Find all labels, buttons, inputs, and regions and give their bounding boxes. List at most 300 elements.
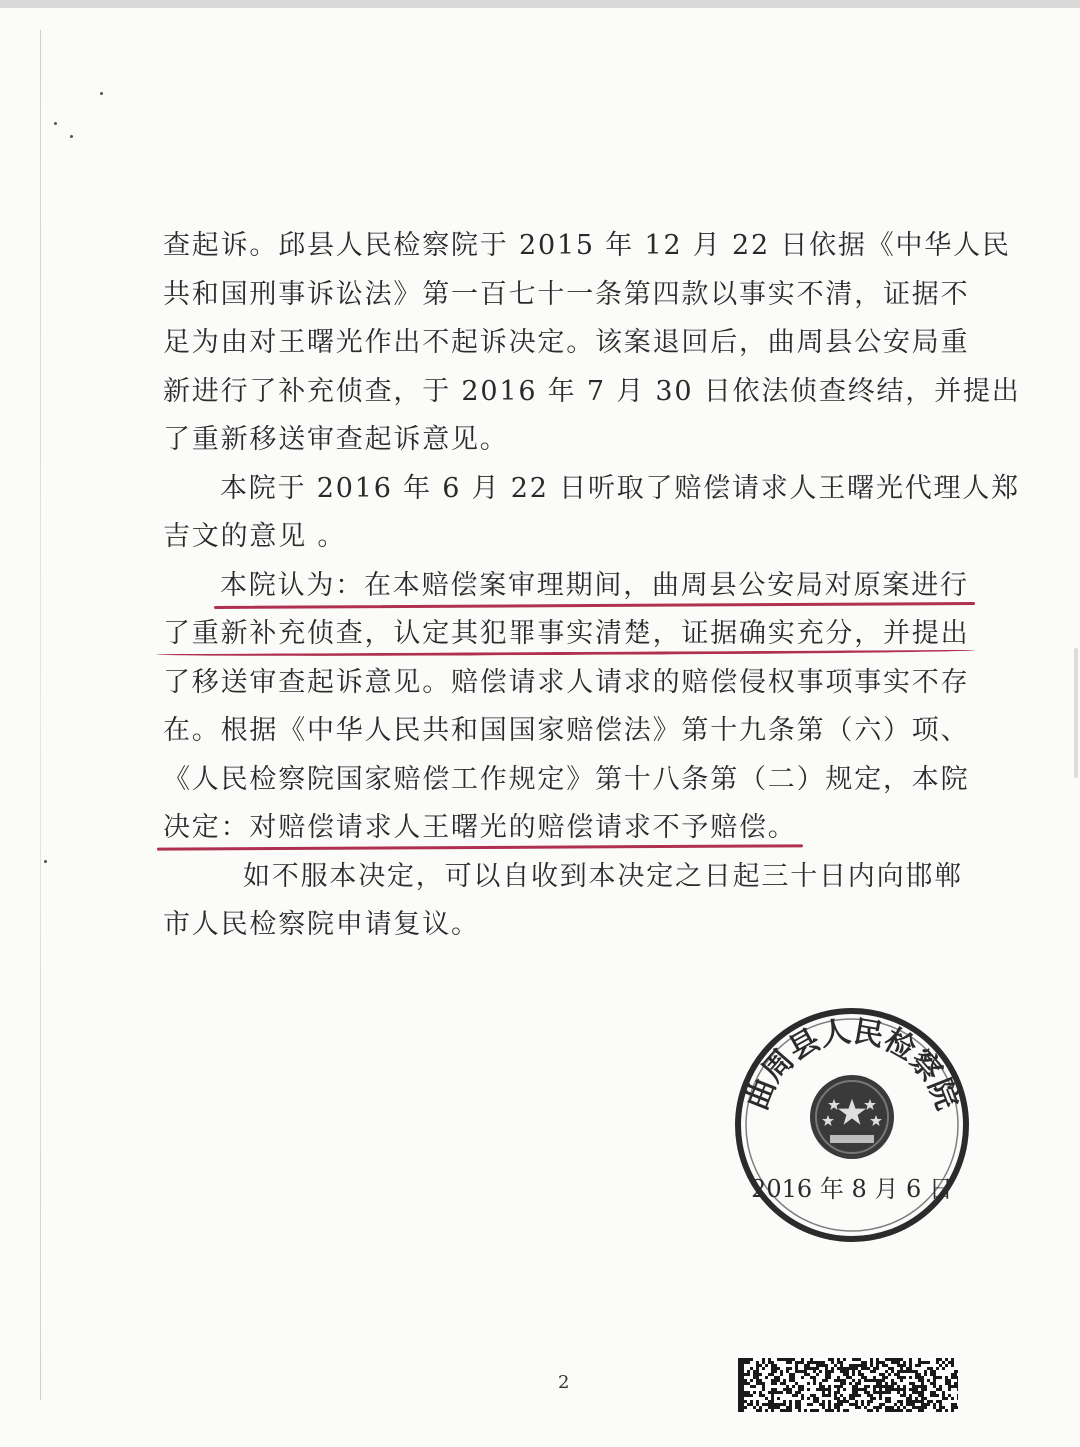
barcode-cell	[921, 1388, 924, 1391]
barcode-cell	[822, 1388, 825, 1391]
barcode-cell	[798, 1370, 801, 1373]
barcode-cell	[852, 1358, 855, 1361]
barcode-cell	[840, 1385, 843, 1388]
barcode-cell	[789, 1400, 792, 1403]
barcode-cell	[855, 1391, 858, 1394]
barcode-cell	[831, 1370, 834, 1373]
barcode-cell	[864, 1391, 867, 1394]
barcode-cell	[831, 1409, 834, 1412]
barcode-cell	[804, 1364, 807, 1367]
barcode-cell	[870, 1400, 873, 1403]
barcode-cell	[858, 1406, 861, 1409]
barcode-cell	[951, 1361, 954, 1364]
barcode-cell	[909, 1364, 912, 1367]
barcode-cell	[822, 1385, 825, 1388]
barcode-cell	[792, 1394, 795, 1397]
barcode-cell	[861, 1373, 864, 1376]
barcode-cell	[900, 1364, 903, 1367]
barcode-cell	[768, 1358, 771, 1361]
barcode-cell	[951, 1385, 954, 1388]
barcode-cell	[885, 1400, 888, 1403]
barcode-cell	[849, 1364, 852, 1367]
barcode-cell	[915, 1400, 918, 1403]
barcode-cell	[756, 1379, 759, 1382]
barcode-cell	[771, 1403, 774, 1406]
barcode-cell	[771, 1373, 774, 1376]
barcode-cell	[798, 1391, 801, 1394]
barcode-cell	[948, 1379, 951, 1382]
barcode-cell	[906, 1397, 909, 1400]
barcode-cell	[741, 1379, 744, 1382]
barcode-cell	[777, 1403, 780, 1406]
barcode-cell	[762, 1385, 765, 1388]
barcode-cell	[870, 1370, 873, 1373]
barcode-cell	[885, 1391, 888, 1394]
barcode-cell	[909, 1370, 912, 1373]
barcode-cell	[738, 1376, 741, 1379]
barcode-cell	[762, 1361, 765, 1364]
barcode-cell	[852, 1388, 855, 1391]
barcode-cell	[894, 1358, 897, 1361]
barcode-cell	[867, 1403, 870, 1406]
barcode-cell	[837, 1388, 840, 1391]
barcode-cell	[957, 1397, 958, 1400]
barcode-cell	[837, 1406, 840, 1409]
barcode-cell	[792, 1385, 795, 1388]
barcode-cell	[744, 1373, 747, 1376]
barcode-cell	[873, 1397, 876, 1400]
barcode-cell	[867, 1391, 870, 1394]
barcode-cell	[795, 1403, 798, 1406]
barcode-cell	[789, 1373, 792, 1376]
barcode-cell	[858, 1382, 861, 1385]
barcode-cell	[882, 1385, 885, 1388]
barcode-cell	[927, 1379, 930, 1382]
speck	[54, 122, 57, 125]
barcode-cell	[930, 1373, 933, 1376]
barcode-cell	[864, 1361, 867, 1364]
barcode-cell	[909, 1388, 912, 1391]
barcode-cell	[831, 1358, 834, 1361]
barcode-cell	[843, 1409, 846, 1412]
barcode-cell	[777, 1376, 780, 1379]
barcode-cell	[801, 1397, 804, 1400]
barcode-cell	[843, 1373, 846, 1376]
barcode-cell	[909, 1358, 912, 1361]
barcode-cell	[921, 1385, 924, 1388]
barcode-cell	[747, 1382, 750, 1385]
barcode-cell	[915, 1370, 918, 1373]
barcode-cell	[801, 1370, 804, 1373]
barcode-cell	[891, 1385, 894, 1388]
barcode-cell	[774, 1388, 777, 1391]
barcode-cell	[951, 1403, 954, 1406]
text-line: 足为由对王曙光作出不起诉决定。该案退回后，曲周县公安局重	[163, 327, 970, 358]
barcode-cell	[741, 1376, 744, 1379]
barcode-cell	[930, 1370, 933, 1373]
barcode-cell	[897, 1409, 900, 1412]
barcode-cell	[900, 1403, 903, 1406]
barcode-cell	[825, 1388, 828, 1391]
barcode-cell	[828, 1388, 831, 1391]
barcode-cell	[927, 1403, 930, 1406]
barcode-cell	[924, 1388, 927, 1391]
barcode-cell	[822, 1361, 825, 1364]
barcode-cell	[831, 1367, 834, 1370]
barcode-cell	[810, 1358, 813, 1361]
barcode-cell	[786, 1361, 789, 1364]
barcode-cell	[864, 1388, 867, 1391]
barcode-cell	[816, 1400, 819, 1403]
barcode-cell	[873, 1391, 876, 1394]
barcode-cell	[885, 1358, 888, 1361]
barcode-cell	[957, 1382, 958, 1385]
barcode-cell	[843, 1358, 846, 1361]
barcode-cell	[870, 1361, 873, 1364]
barcode-cell	[951, 1406, 954, 1409]
barcode-cell	[765, 1376, 768, 1379]
barcode-cell	[834, 1397, 837, 1400]
page-edge-line	[40, 30, 41, 1400]
barcode-cell	[945, 1364, 948, 1367]
barcode-cell	[750, 1400, 753, 1403]
barcode-cell	[843, 1367, 846, 1370]
barcode-cell	[825, 1367, 828, 1370]
page-number: 2	[558, 1372, 570, 1393]
barcode-cell	[873, 1370, 876, 1373]
barcode-cell	[855, 1358, 858, 1361]
barcode-cell	[930, 1382, 933, 1385]
barcode-cell	[768, 1406, 771, 1409]
barcode-cell	[837, 1409, 840, 1412]
barcode-cell	[741, 1409, 744, 1412]
barcode-cell	[795, 1400, 798, 1403]
barcode-cell	[897, 1406, 900, 1409]
barcode-cell	[807, 1367, 810, 1370]
barcode-cell	[897, 1370, 900, 1373]
barcode-cell	[837, 1385, 840, 1388]
barcode-cell	[858, 1379, 861, 1382]
barcode-cell	[951, 1376, 954, 1379]
barcode-cell	[819, 1370, 822, 1373]
barcode-cell	[771, 1406, 774, 1409]
barcode-cell	[933, 1406, 936, 1409]
barcode-cell	[864, 1367, 867, 1370]
barcode-cell	[876, 1367, 879, 1370]
barcode-cell	[918, 1358, 921, 1361]
barcode-cell	[888, 1400, 891, 1403]
barcode-cell	[933, 1382, 936, 1385]
barcode-cell	[888, 1373, 891, 1376]
barcode-cell	[897, 1373, 900, 1376]
barcode-cell	[873, 1379, 876, 1382]
barcode-cell	[882, 1391, 885, 1394]
barcode-cell	[951, 1373, 954, 1376]
barcode-cell	[828, 1403, 831, 1406]
barcode-cell	[954, 1376, 957, 1379]
barcode-cell	[810, 1361, 813, 1364]
barcode-cell	[903, 1394, 906, 1397]
barcode-cell	[903, 1361, 906, 1364]
barcode-cell	[753, 1373, 756, 1376]
scroll-indicator[interactable]	[1074, 648, 1078, 778]
barcode-cell	[942, 1361, 945, 1364]
barcode-cell	[762, 1388, 765, 1391]
barcode-cell	[891, 1367, 894, 1370]
barcode-cell	[738, 1382, 741, 1385]
barcode-cell	[813, 1379, 816, 1382]
barcode-cell	[783, 1400, 786, 1403]
barcode-cell	[903, 1406, 906, 1409]
barcode-cell	[825, 1370, 828, 1373]
barcode-cell	[789, 1406, 792, 1409]
barcode-cell	[801, 1358, 804, 1361]
barcode-cell	[783, 1358, 786, 1361]
barcode-cell	[894, 1409, 897, 1412]
barcode-cell	[819, 1388, 822, 1391]
barcode-cell	[864, 1379, 867, 1382]
barcode-cell	[867, 1385, 870, 1388]
barcode-cell	[759, 1391, 762, 1394]
barcode-cell	[897, 1376, 900, 1379]
barcode-cell	[909, 1400, 912, 1403]
barcode-cell	[741, 1364, 744, 1367]
barcode-cell	[888, 1385, 891, 1388]
barcode-cell	[801, 1385, 804, 1388]
barcode-cell	[771, 1397, 774, 1400]
text-line: 《人民检察院国家赔偿工作规定》第十八条第（二）规定，本院	[163, 763, 970, 795]
barcode-cell	[873, 1367, 876, 1370]
barcode-cell	[816, 1367, 819, 1370]
barcode-cell	[750, 1379, 753, 1382]
barcode-cell	[768, 1400, 771, 1403]
barcode-cell	[912, 1403, 915, 1406]
barcode-cell	[813, 1376, 816, 1379]
barcode-cell	[744, 1391, 747, 1394]
barcode-cell	[759, 1394, 762, 1397]
barcode-cell	[738, 1400, 741, 1403]
barcode-cell	[741, 1388, 744, 1391]
barcode-cell	[777, 1379, 780, 1382]
barcode-cell	[852, 1367, 855, 1370]
barcode-cell	[738, 1367, 741, 1370]
barcode-cell	[903, 1385, 906, 1388]
barcode-cell	[855, 1367, 858, 1370]
barcode-cell	[861, 1388, 864, 1391]
barcode-cell	[822, 1403, 825, 1406]
barcode-cell	[837, 1376, 840, 1379]
barcode-cell	[834, 1364, 837, 1367]
barcode-cell	[804, 1409, 807, 1412]
barcode-cell	[792, 1379, 795, 1382]
barcode-cell	[837, 1367, 840, 1370]
barcode-cell	[819, 1385, 822, 1388]
barcode-cell	[927, 1400, 930, 1403]
barcode-cell	[840, 1364, 843, 1367]
barcode-cell	[909, 1367, 912, 1370]
barcode-cell	[747, 1403, 750, 1406]
barcode-cell	[741, 1367, 744, 1370]
barcode-cell	[912, 1391, 915, 1394]
barcode-cell	[933, 1370, 936, 1373]
barcode-cell	[879, 1394, 882, 1397]
barcode-cell	[843, 1400, 846, 1403]
barcode-cell	[774, 1370, 777, 1373]
barcode-cell	[774, 1364, 777, 1367]
barcode-cell	[843, 1370, 846, 1373]
barcode-cell	[828, 1385, 831, 1388]
barcode-cell	[942, 1394, 945, 1397]
barcode-cell	[840, 1379, 843, 1382]
speck	[70, 135, 73, 138]
barcode-cell	[831, 1361, 834, 1364]
barcode-cell	[738, 1406, 741, 1409]
barcode-cell	[777, 1406, 780, 1409]
barcode-cell	[936, 1361, 939, 1364]
barcode-cell	[741, 1358, 744, 1361]
barcode-cell	[795, 1370, 798, 1373]
barcode-cell	[774, 1382, 777, 1385]
barcode-cell	[852, 1391, 855, 1394]
barcode-cell	[849, 1382, 852, 1385]
barcode-cell	[741, 1382, 744, 1385]
barcode-cell	[837, 1391, 840, 1394]
barcode-cell	[924, 1370, 927, 1373]
barcode-cell	[924, 1397, 927, 1400]
barcode-cell	[921, 1382, 924, 1385]
barcode-cell	[921, 1403, 924, 1406]
barcode-cell	[957, 1379, 958, 1382]
barcode-cell	[744, 1406, 747, 1409]
barcode-cell	[870, 1358, 873, 1361]
barcode-cell	[789, 1361, 792, 1364]
barcode-cell	[900, 1370, 903, 1373]
barcode-cell	[900, 1376, 903, 1379]
barcode-cell	[870, 1397, 873, 1400]
barcode-cell	[870, 1364, 873, 1367]
barcode-cell	[774, 1406, 777, 1409]
barcode-cell	[876, 1391, 879, 1394]
barcode-cell	[951, 1358, 954, 1361]
barcode-cell	[948, 1382, 951, 1385]
barcode-cell	[828, 1400, 831, 1403]
barcode-cell	[957, 1394, 958, 1397]
barcode-cell	[936, 1388, 939, 1391]
barcode-cell	[861, 1403, 864, 1406]
barcode-cell	[849, 1397, 852, 1400]
barcode-cell	[846, 1373, 849, 1376]
barcode-cell	[798, 1388, 801, 1391]
barcode-cell	[876, 1379, 879, 1382]
barcode-cell	[846, 1370, 849, 1373]
barcode-cell	[888, 1406, 891, 1409]
barcode-cell	[822, 1400, 825, 1403]
barcode-cell	[771, 1364, 774, 1367]
barcode-cell	[819, 1364, 822, 1367]
barcode-cell	[876, 1358, 879, 1361]
barcode-cell	[777, 1397, 780, 1400]
barcode-cell	[777, 1367, 780, 1370]
barcode-cell	[786, 1388, 789, 1391]
barcode-cell	[876, 1385, 879, 1388]
barcode-cell	[843, 1388, 846, 1391]
barcode-cell	[855, 1364, 858, 1367]
barcode-cell	[948, 1361, 951, 1364]
barcode-cell	[804, 1373, 807, 1376]
barcode-cell	[762, 1367, 765, 1370]
barcode-cell	[786, 1367, 789, 1370]
barcode-cell	[756, 1370, 759, 1373]
barcode-cell	[915, 1391, 918, 1394]
barcode-cell	[918, 1409, 921, 1412]
barcode-cell	[819, 1361, 822, 1364]
barcode-cell	[861, 1364, 864, 1367]
barcode-cell	[870, 1409, 873, 1412]
barcode-icon	[738, 1358, 958, 1412]
barcode-cell	[897, 1391, 900, 1394]
barcode-cell	[798, 1406, 801, 1409]
barcode-cell	[879, 1406, 882, 1409]
barcode-cell	[756, 1361, 759, 1364]
barcode-cell	[855, 1406, 858, 1409]
barcode-cell	[945, 1376, 948, 1379]
barcode-cell	[837, 1358, 840, 1361]
barcode-cell	[858, 1364, 861, 1367]
barcode-cell	[798, 1361, 801, 1364]
barcode-cell	[807, 1373, 810, 1376]
barcode-cell	[882, 1379, 885, 1382]
barcode-cell	[891, 1358, 894, 1361]
barcode-cell	[834, 1394, 837, 1397]
barcode-cell	[855, 1382, 858, 1385]
barcode-cell	[810, 1376, 813, 1379]
barcode-cell	[780, 1403, 783, 1406]
barcode-cell	[777, 1358, 780, 1361]
barcode-cell	[945, 1409, 948, 1412]
barcode-cell	[753, 1391, 756, 1394]
barcode-cell	[852, 1394, 855, 1397]
barcode-cell	[786, 1391, 789, 1394]
barcode-cell	[741, 1370, 744, 1373]
barcode-cell	[912, 1400, 915, 1403]
barcode-cell	[885, 1382, 888, 1385]
barcode-cell	[789, 1358, 792, 1361]
barcode-cell	[816, 1388, 819, 1391]
text-line: 了移送审查起诉意见。赔偿请求人请求的赔偿侵权事项事实不存	[163, 666, 970, 698]
barcode-cell	[825, 1409, 828, 1412]
barcode-cell	[879, 1391, 882, 1394]
barcode-cell	[870, 1379, 873, 1382]
barcode-cell	[834, 1385, 837, 1388]
barcode-cell	[828, 1373, 831, 1376]
barcode-cell	[954, 1370, 957, 1373]
barcode-cell	[933, 1373, 936, 1376]
barcode-cell	[753, 1385, 756, 1388]
barcode-cell	[807, 1388, 810, 1391]
barcode-cell	[861, 1376, 864, 1379]
barcode-cell	[786, 1406, 789, 1409]
barcode-cell	[939, 1358, 942, 1361]
barcode-cell	[894, 1403, 897, 1406]
text-line: 共和国刑事诉讼法》第一百七十一条第四款以事实不清，证据不	[163, 278, 970, 310]
barcode-cell	[855, 1385, 858, 1388]
barcode-cell	[783, 1382, 786, 1385]
barcode-cell	[858, 1394, 861, 1397]
barcode-cell	[939, 1376, 942, 1379]
barcode-cell	[810, 1409, 813, 1412]
barcode-cell	[900, 1388, 903, 1391]
barcode-cell	[855, 1394, 858, 1397]
